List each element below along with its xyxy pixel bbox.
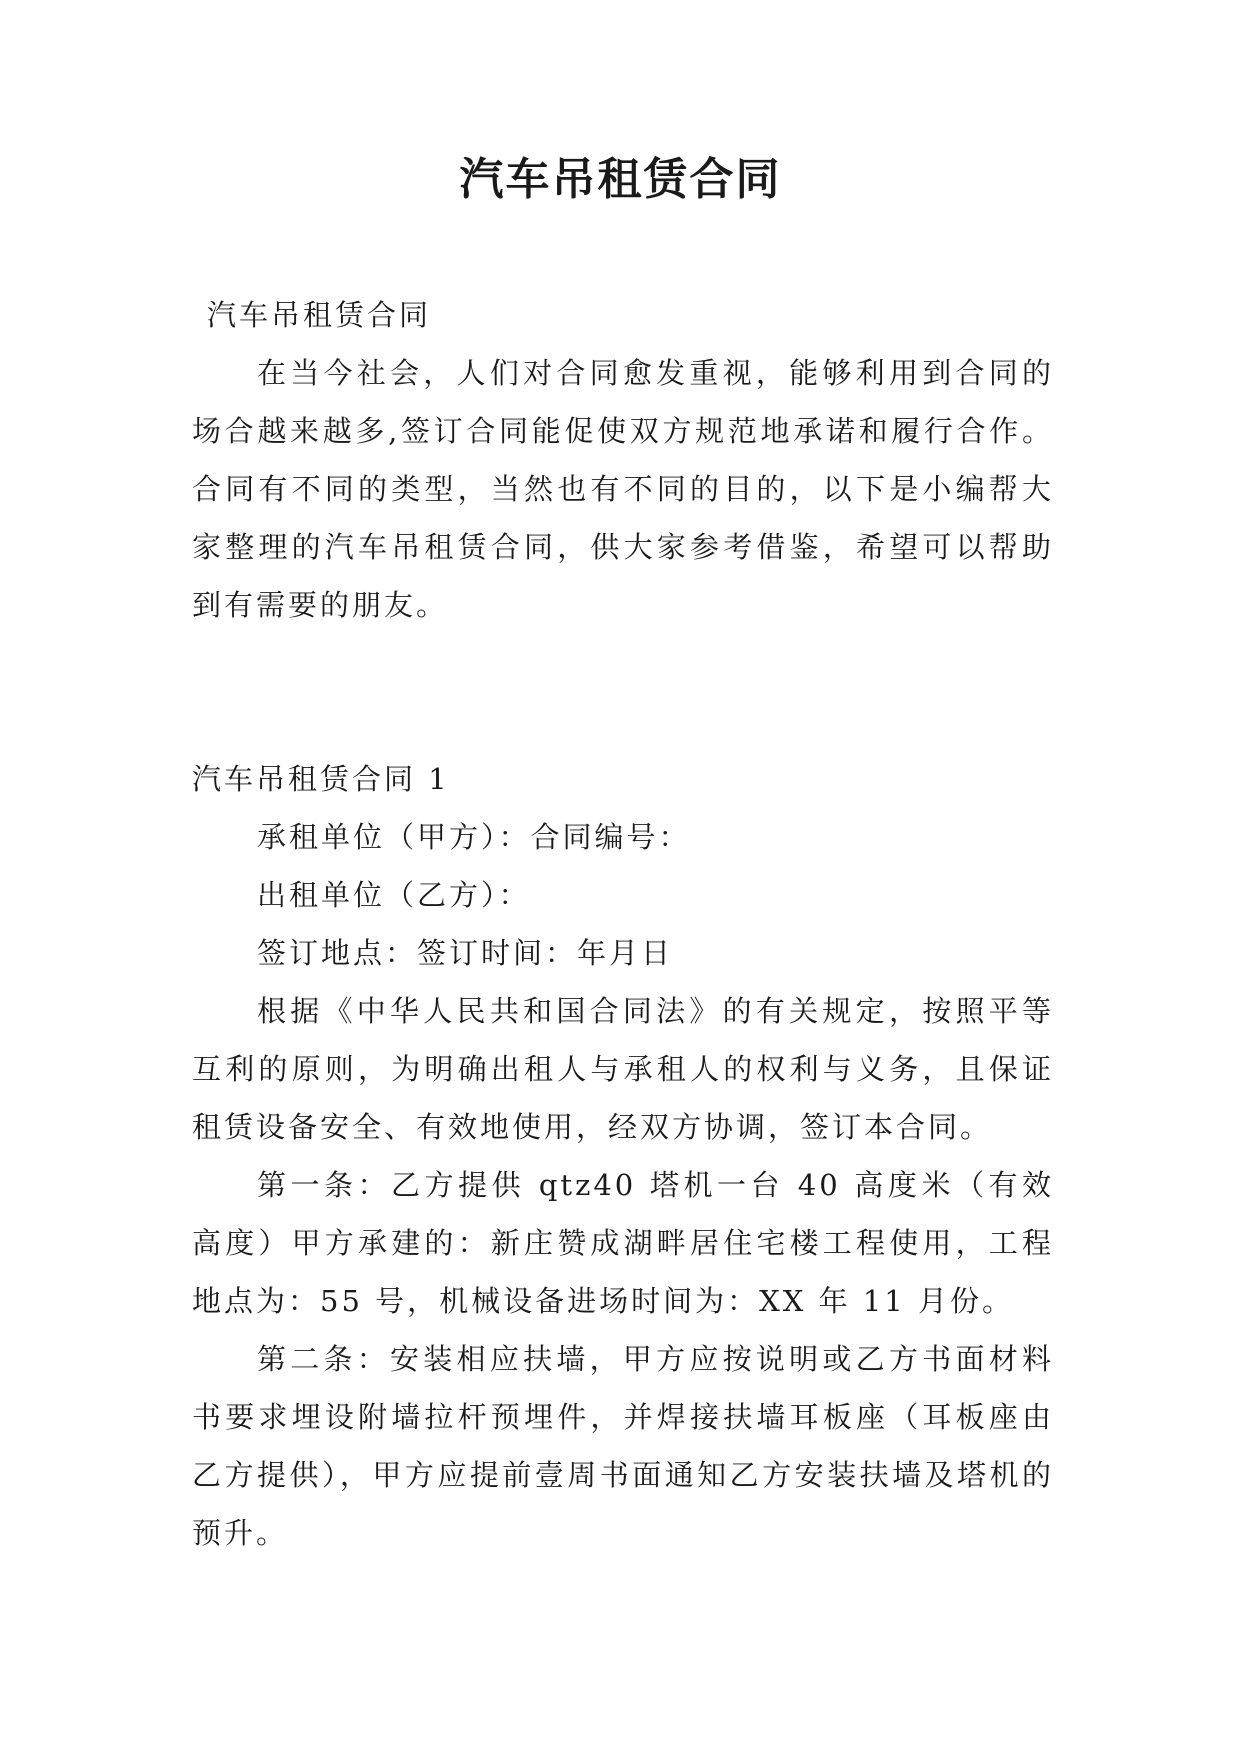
section-heading: 汽车吊租赁合同 1 <box>192 762 450 796</box>
document-body <box>192 286 1054 1562</box>
lessor-line: 出租单位（乙方）： <box>257 878 531 912</box>
section-spacer <box>192 634 1054 750</box>
document-subtitle: 汽车吊租赁合同 <box>207 298 432 332</box>
document-title: 汽车吊租赁合同 <box>459 154 782 205</box>
article-two-paragraph: 第二条：安装相应扶墙，甲方应按说明或乙方书面材料书要求埋设附墙拉杆预埋件，并焊接扶墙耳板座（耳板座由乙方提供），甲方应提前壹周书面通知乙方安装扶墙及塔机的预升。 <box>192 1342 1054 1550</box>
lessee-line: 承租单位（甲方）：合同编号： <box>257 820 691 854</box>
intro-paragraph: 在当今社会，人们对合同愈发重视，能够利用到合同的场合越来越多,签订合同能促使双方规范地承诺和履行合作。合同有不同的类型，当然也有不同的目的，以下是小编帮大家整理的汽车吊租赁合同，供大家参考借鉴，希望可以帮助到有需要的朋友。 <box>192 356 1054 622</box>
article-one-paragraph: 第一条：乙方提供 qtz40 塔机一台 40 高度米（有效高度）甲方承建的：新庄赞成湖畔居住宅楼工程使用，工程地点为：55 号，机械设备进场时间为：XX 年 11 月份。 <box>192 1168 1054 1318</box>
signing-line: 签订地点：签订时间：年月日 <box>257 936 674 970</box>
legal-basis-paragraph: 根据《中华人民共和国合同法》的有关规定，按照平等互利的原则，为明确出租人与承租人的权利与义务，且保证租赁设备安全、有效地使用，经双方协调，签订本合同。 <box>192 994 1054 1144</box>
